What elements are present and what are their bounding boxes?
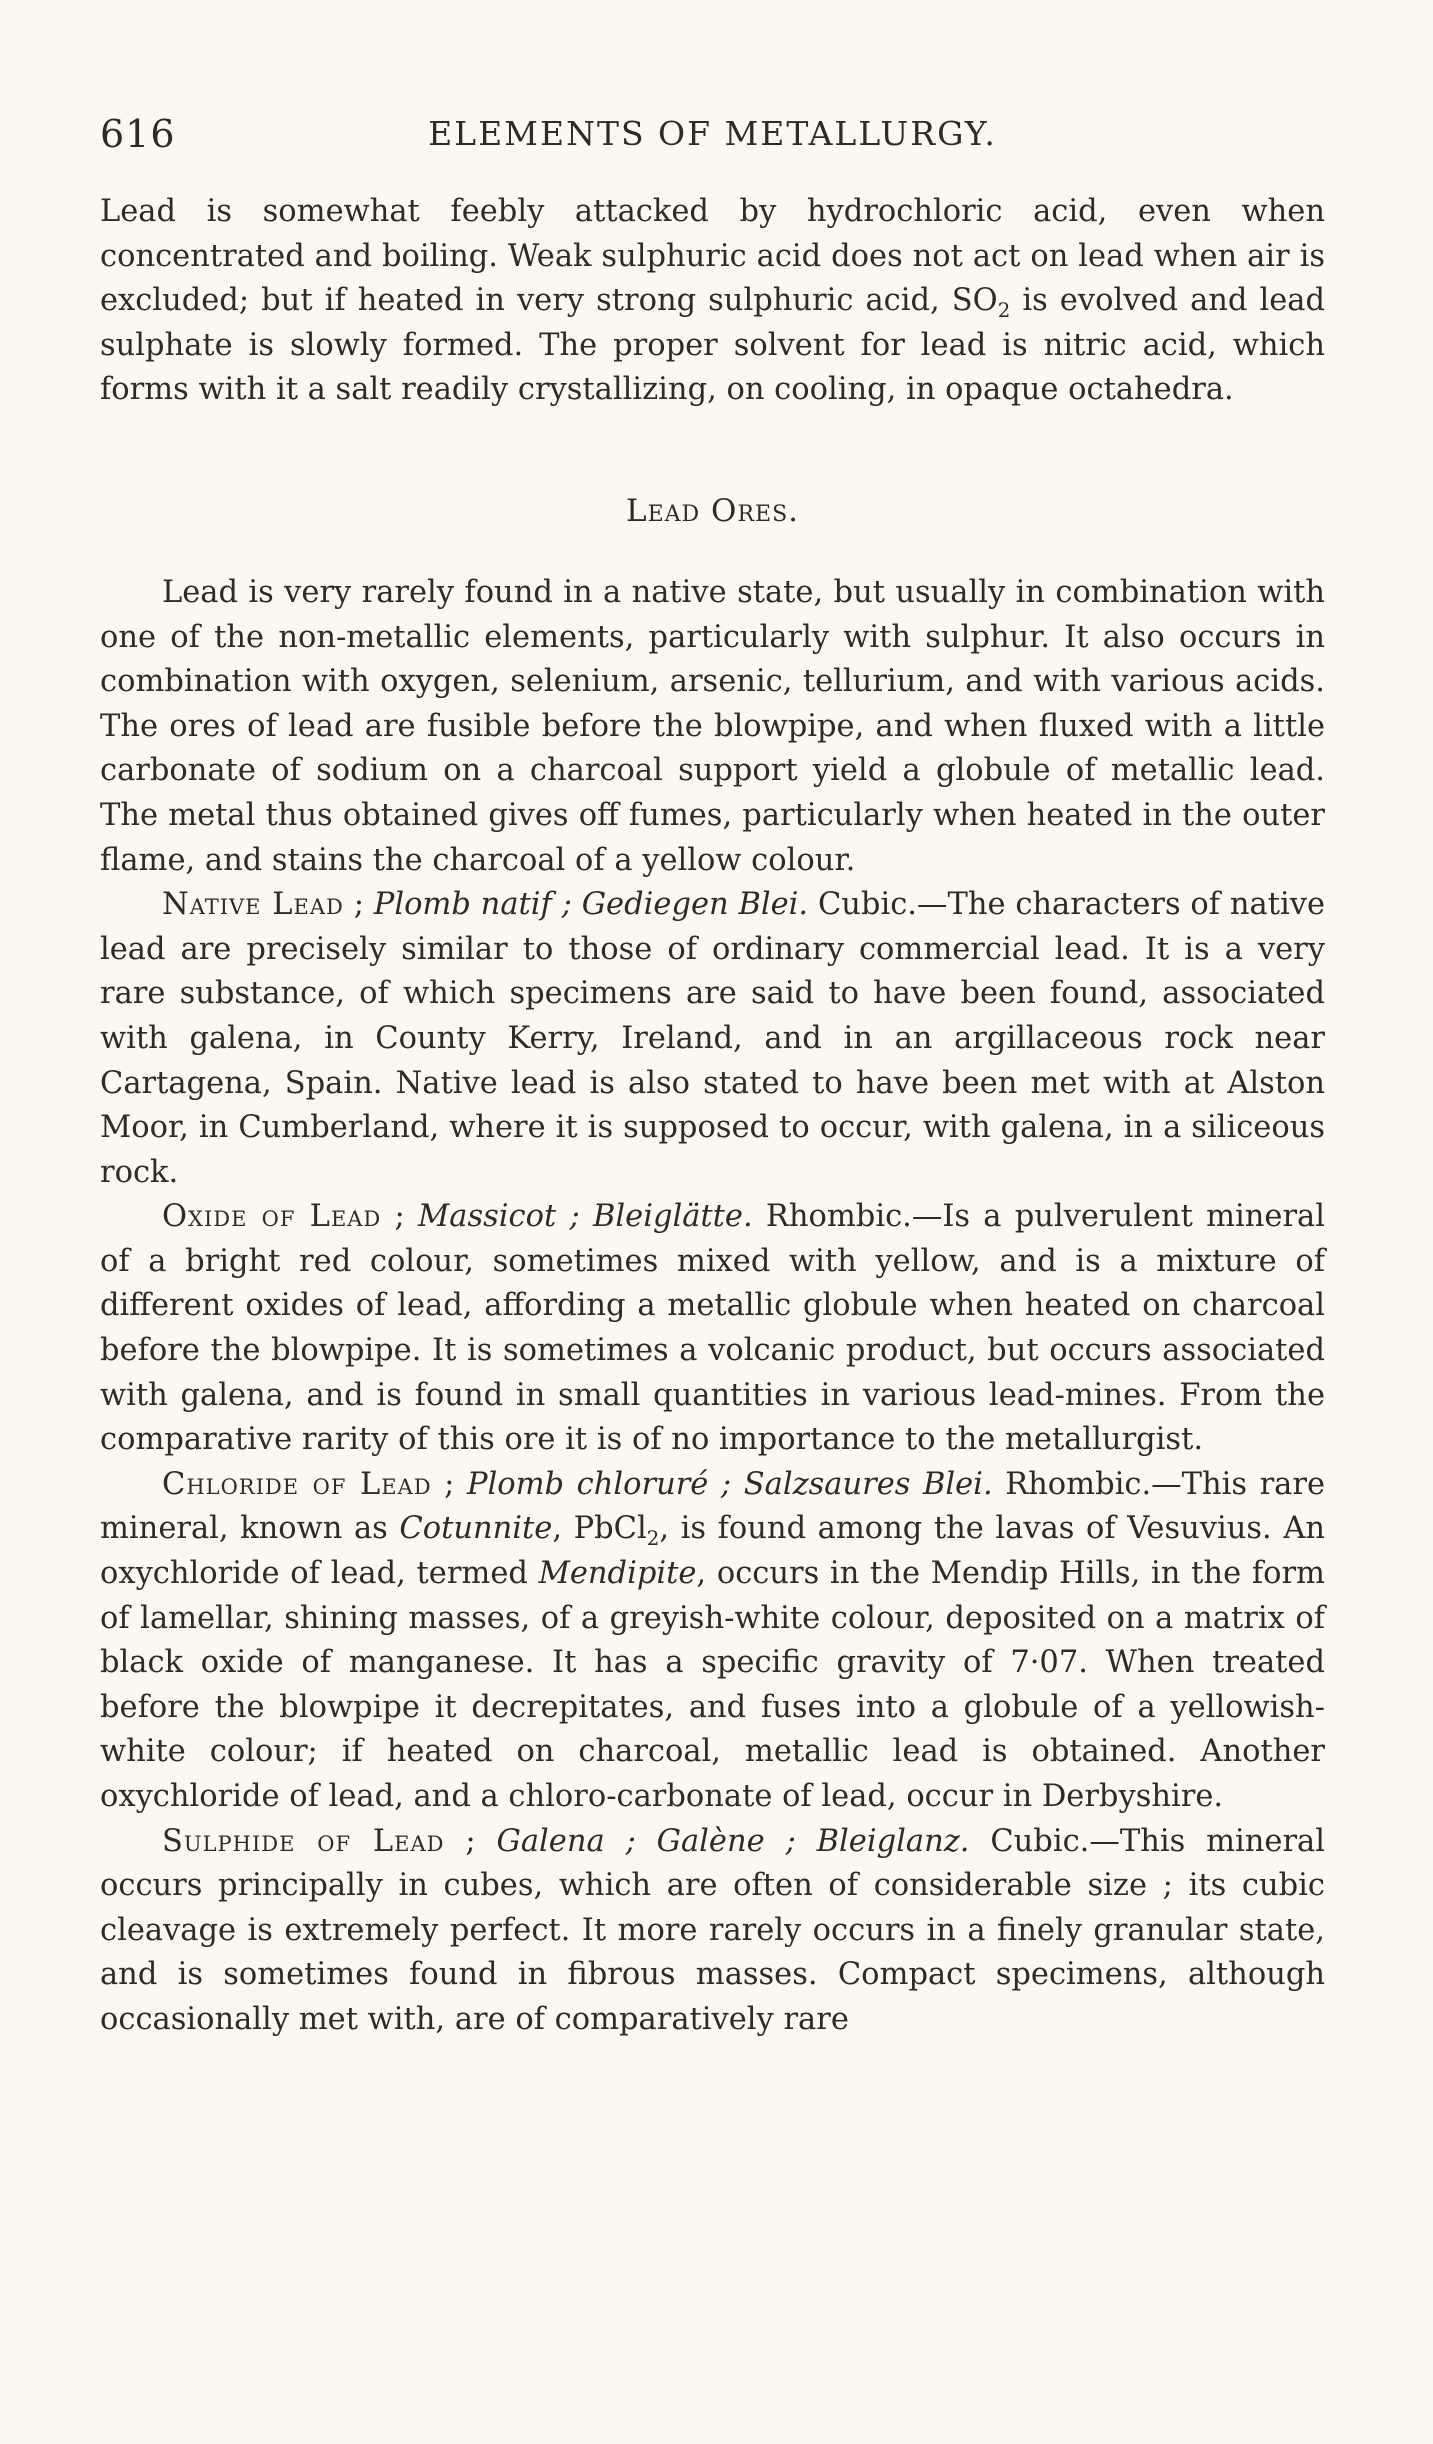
oxide-names: Massicot ; Bleiglätte. [418, 1199, 753, 1235]
oxide-text: Rhombic.—Is a pulverulent mineral of a bright red colour, sometimes mixed with yellow, and is a mixture of different oxides of lead, affording a metallic globule when heated on charcoal before the blowpipe. It is sometimes a volcanic product, but occurs associated with galena, and is found in small quantities in various lead-mines. From the comparative rarity of this ore it is of no importance to the metallurgist. [100, 1199, 1325, 1458]
mendipite-term: Mendipite [538, 1556, 697, 1592]
sulphide-names: Galena ; Galène ; Bleiglanz. [496, 1823, 970, 1859]
paragraph-solvents [100, 190, 1325, 413]
page-body [100, 190, 1325, 2043]
oxide-heading: Oxide of Lead [162, 1199, 382, 1235]
chloride-heading: Chloride of Lead [162, 1466, 432, 1502]
paragraph-chloride-of-lead: Chloride of Lead ; Plomb chloruré ; Salzsaures Blei. Rhombic.—This rare mineral, known as Cotunnite, PbCl$_2$, is found among the lavas of Vesuvius. An oxychloride of lead, termed Mendipite, occurs in the Mendip Hills, in the form of lamellar, shining masses, of a greyish-white colour, deposited on a matrix of black oxide of manganese. It has a specific gravity of 7·07. When treated before the blowpipe it decrepitates, and fuses into a globule of a yellowish-white colour; if heated on charcoal, metallic lead is obtained. Another oxychloride of lead, and a chloro-carbonate of lead, occur in Derbyshire. [100, 1466, 1325, 1814]
native-lead-heading: Native Lead [162, 887, 344, 923]
chloride-names: Plomb chloruré ; Salzsaures Blei. [467, 1466, 993, 1502]
running-header [100, 112, 1325, 162]
para-1-subscript: 2 [997, 299, 1011, 323]
sulphide-heading: Sulphide of Lead [162, 1823, 445, 1859]
cotunnite-term: Cotunnite [399, 1511, 553, 1547]
running-title: ELEMENTS OF METALLURGY. [428, 114, 997, 153]
paragraph-sulphide-of-lead: Sulphide of Lead ; Galena ; Galène ; Bleiglanz. Cubic.—This mineral occurs principally in cubes, which are often of considerable size ; its cubic cleavage is extremely perfect. It more rarely occurs in a finely granular state, and is sometimes found in fibrous masses. Compact specimens, although occasionally met with, are of comparatively rare [100, 1823, 1325, 2037]
paragraph-lead-ores: Lead is very rarely found in a native state, but usually in combination with one of the non-metallic elements, particularly with sulphur. It also occurs in combination with oxygen, selenium, arsenic, tellurium, and with various acids. The ores of lead are fusible before the blowpipe, and when fluxed with a little carbonate of sodium on a charcoal support yield a globule of metallic lead. The metal thus obtained gives off fumes, particularly when heated in the outer flame, and stains the charcoal of a yellow colour. [100, 574, 1325, 878]
paragraph-native-lead: Native Lead ; Plomb natif ; Gediegen Blei. Cubic.—The characters of native lead are precisely similar to those of ordinary commercial lead. It is a very rare substance, of which specimens are said to have been found, associated with galena, in County Kerry, Ireland, and in an argillaceous rock near Cartagena, Spain. Native lead is also stated to have been met with at Alston Moor, in Cumberland, where it is supposed to occur, with galena, in a siliceous rock. [100, 887, 1325, 1190]
section-title: Lead Ores. [626, 492, 799, 529]
paragraph-oxide-of-lead: Oxide of Lead ; Massicot ; Bleiglätte. Rhombic.—Is a pulverulent mineral of a bright red colour, sometimes mixed with yellow, and is a mixture of different oxides of lead, affording a metallic globule when heated on charcoal before the blowpipe. It is sometimes a volcanic product, but occurs associated with galena, and is found in small quantities in various lead-mines. From the comparative rarity of this ore it is of no importance to the metallurgist. [100, 1199, 1325, 1458]
sulphide-text: Cubic.—This mineral occurs principally in cubes, which are often of considerable size ; its cubic cleavage is extremely perfect. It more rarely occurs in a finely granular state, and is sometimes found in fibrous masses. Compact specimens, although occasionally met with, are of comparatively rare [100, 1823, 1325, 2037]
native-lead-names: Plomb natif ; Gediegen Blei. [373, 887, 809, 923]
page-number: 616 [100, 112, 176, 156]
para-1-text-b: is evolved and lead sulphate is slowly formed. The proper solvent for lead is nitric acid, which forms with it a salt readily crystallizing, on cooling, in opaque octahedra. [100, 283, 1325, 408]
para-1-text-a: Lead is somewhat feebly attacked by hydrochloric acid, even when concentrated and boiling. Weak sulphuric acid does not act on lead when air is excluded; but if heated in very strong sulphuric acid, SO [100, 194, 1325, 319]
chloride-subscript: 2 [646, 1527, 660, 1551]
native-lead-text: Cubic.—The characters of native lead are precisely similar to those of ordinary commercial lead. It is a very rare substance, of which specimens are said to have been found, associated with galena, in County Kerry, Ireland, and in an argillaceous rock near Cartagena, Spain. Native lead is also stated to have been met with at Alston Moor, in Cumberland, where it is supposed to occur, with galena, in a siliceous rock. [100, 887, 1325, 1190]
